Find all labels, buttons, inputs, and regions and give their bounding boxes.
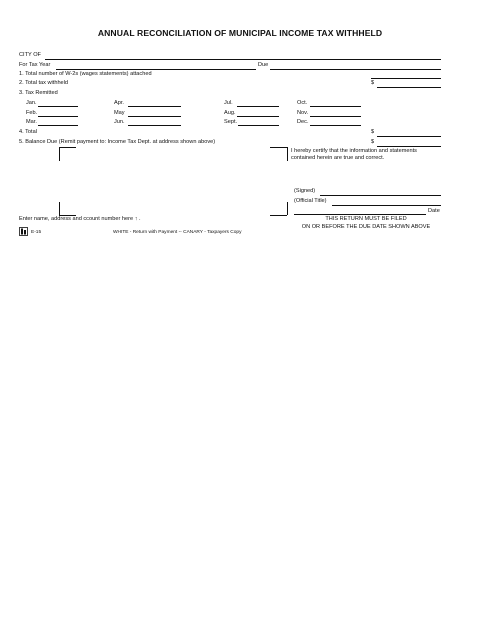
address-corner-tr-h xyxy=(270,147,287,148)
month-may-field[interactable] xyxy=(128,116,181,117)
must-file-line1: THIS RETURN MUST BE FILED xyxy=(325,216,407,222)
address-corner-tl-h xyxy=(59,147,76,148)
month-jul-field[interactable] xyxy=(237,106,279,107)
due-field[interactable] xyxy=(270,69,441,70)
line2-field[interactable] xyxy=(377,87,441,88)
address-corner-tr-v xyxy=(287,147,288,161)
line5-dollar: $ xyxy=(371,139,375,145)
line4-label: 4. Total xyxy=(19,129,37,135)
month-jan-field[interactable] xyxy=(38,106,78,107)
must-file-line2: ON OR BEFORE THE DUE DATE SHOWN ABOVE xyxy=(301,224,431,230)
month-mar-label: Mar. xyxy=(26,119,37,125)
certify-statement: I hereby certify that the information and statements contained herein are true and correct. xyxy=(291,148,417,161)
line5-field[interactable] xyxy=(377,146,441,147)
month-jun-field[interactable] xyxy=(128,125,181,126)
address-corner-bl-v xyxy=(59,202,60,215)
month-sept-field[interactable] xyxy=(238,125,279,126)
printer-logo-icon xyxy=(19,227,28,236)
official-title-field[interactable] xyxy=(332,205,441,206)
line3-label: 3. Tax Remitted xyxy=(19,90,58,96)
month-sept-label: Sept. xyxy=(224,119,238,125)
line1-label: 1. Total number of W-2s (wages statements) attached xyxy=(19,71,152,77)
month-jul-label: Jul. xyxy=(224,100,233,106)
line4-field[interactable] xyxy=(377,136,441,137)
month-dec-field[interactable] xyxy=(310,125,361,126)
line2-dollar: $ xyxy=(371,80,375,86)
month-feb-field[interactable] xyxy=(38,116,78,117)
month-apr-field[interactable] xyxy=(128,106,181,107)
form-number: E-15 xyxy=(31,230,42,235)
line5-label: 5. Balance Due (Remit payment to: Income Tax Dept. at address shown above) xyxy=(19,139,216,145)
line4-dollar: $ xyxy=(371,129,375,135)
month-aug-field[interactable] xyxy=(237,116,279,117)
arrow-up-icon: ↑ xyxy=(134,216,138,222)
address-corner-br-v xyxy=(287,202,288,215)
month-aug-label: Aug. xyxy=(224,110,236,116)
date-field[interactable] xyxy=(294,214,426,215)
date-label: Date xyxy=(428,208,440,214)
form-title: ANNUAL RECONCILIATION OF MUNICIPAL INCOME TAX WITHHELD xyxy=(97,28,383,38)
enter-name-instruction: Enter name, address and ccount number here ↑ . xyxy=(19,216,141,222)
city-of-label: CITY OF xyxy=(19,52,41,58)
month-may-label: May xyxy=(114,110,125,116)
official-title-label: (Official Title) xyxy=(294,198,327,204)
copy-distribution-note: WHITE - Return with Payment -- CANARY - Taxpayers Copy xyxy=(113,230,242,235)
city-of-field[interactable] xyxy=(45,59,441,60)
month-nov-label: Nov. xyxy=(297,110,309,116)
line2-label: 2. Total tax withheld xyxy=(19,80,69,86)
tax-year-field[interactable] xyxy=(56,69,256,70)
due-label: Due xyxy=(258,62,269,68)
enter-name-text: Enter name, address and ccount number here xyxy=(19,216,134,222)
month-dec-label: Dec. xyxy=(297,119,309,125)
month-jun-label: Jun. xyxy=(114,119,125,125)
month-oct-field[interactable] xyxy=(310,106,361,107)
signed-label: (Signed) xyxy=(294,188,316,194)
tax-year-label: For Tax Year xyxy=(19,62,51,68)
address-corner-br-h xyxy=(270,215,287,216)
signature-field[interactable] xyxy=(320,195,441,196)
month-mar-field[interactable] xyxy=(38,125,78,126)
line1-field[interactable] xyxy=(371,78,441,79)
address-corner-tl-v xyxy=(59,147,60,161)
month-jan-label: Jan. xyxy=(26,100,37,106)
month-feb-label: Feb. xyxy=(26,110,38,116)
month-apr-label: Apr. xyxy=(114,100,124,106)
month-oct-label: Oct. xyxy=(297,100,308,106)
month-nov-field[interactable] xyxy=(310,116,361,117)
